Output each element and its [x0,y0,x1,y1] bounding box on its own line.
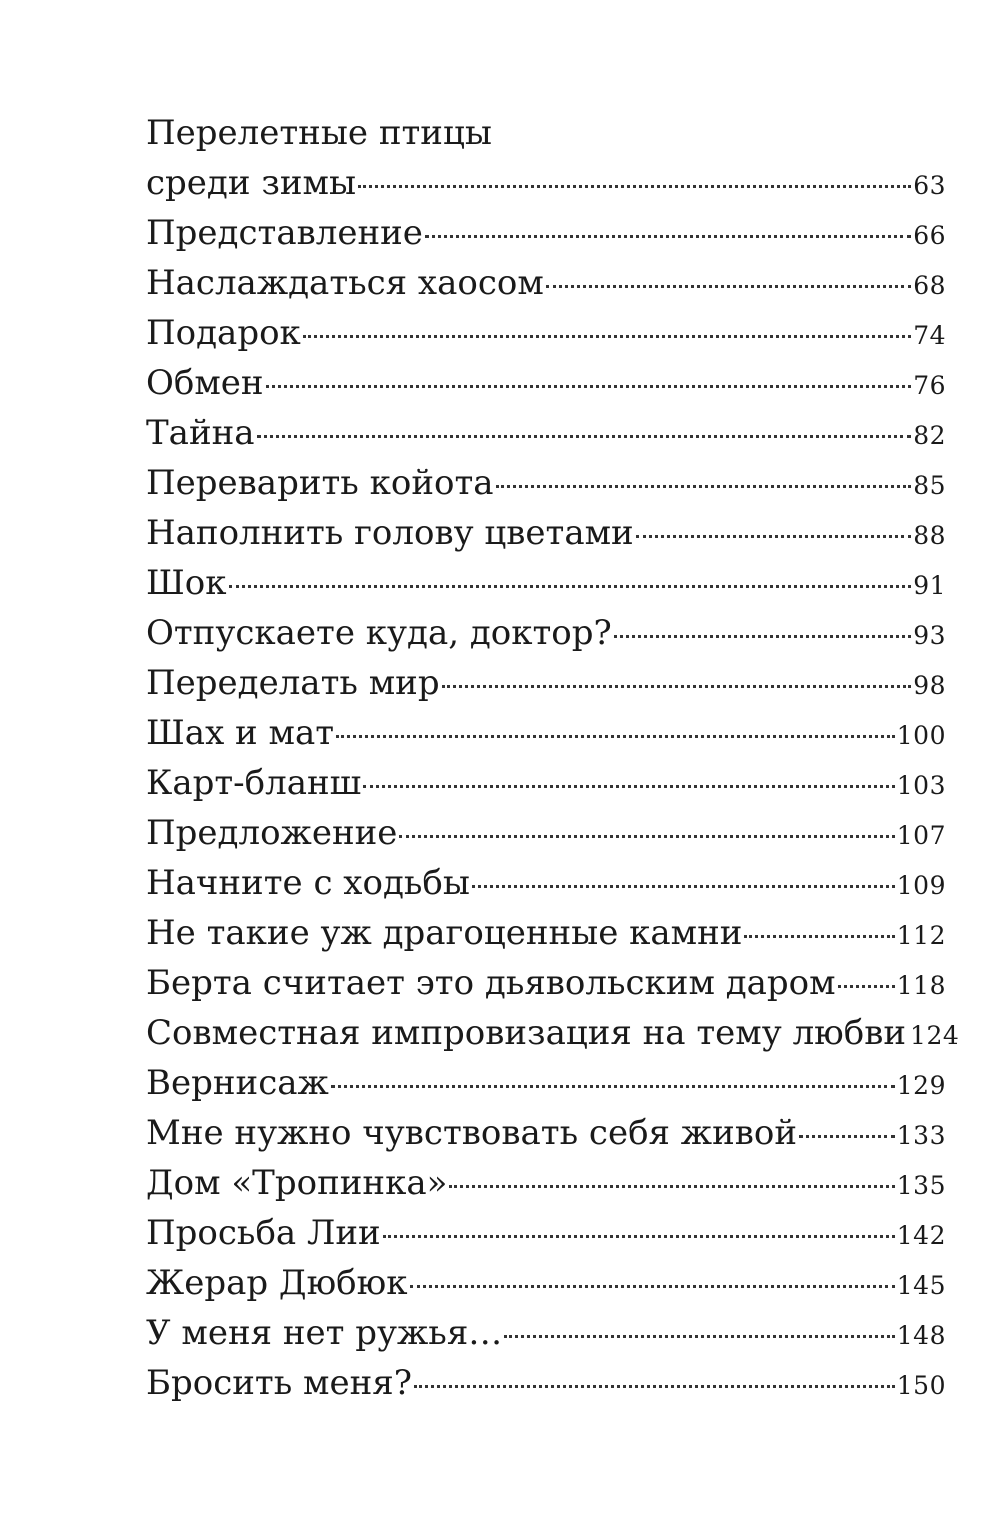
toc-entry [146,508,946,558]
dot-leader [229,585,912,588]
dot-leader [614,635,911,638]
toc-entry-title: Просьба Лии [146,1213,381,1253]
toc-entry [146,1108,946,1158]
toc-entry-title: Отпускаете куда, доктор? [146,613,612,653]
toc-entry-title: Обмен [146,363,264,403]
dot-leader [383,1235,895,1238]
toc-entry-page-number: 150 [896,1371,946,1400]
toc-entry [146,1308,946,1358]
toc-entry [146,1008,960,1058]
dot-leader [744,935,894,938]
toc-entry-page-number: 112 [896,921,946,950]
toc-entry-page-number: 135 [896,1171,946,1200]
toc-entry-title: Шах и мат [146,713,335,753]
toc-entry [146,108,946,208]
dot-leader [410,1285,895,1288]
dot-leader [636,535,911,538]
toc-entry-title: Подарок [146,313,301,353]
toc-entry-page-number: 76 [913,371,946,400]
dot-leader [331,1085,895,1088]
dot-leader [449,1185,894,1188]
toc-entry-title: Переделать мир [146,663,440,703]
toc-entry-page-number: 133 [896,1121,946,1150]
toc-entry-title: Бросить меня? [146,1363,412,1403]
toc-entry [146,708,946,758]
toc-entry [146,1258,946,1308]
toc-entry [146,858,946,908]
table-of-contents [146,108,960,1408]
toc-entry [146,958,946,1008]
toc-entry-page-number: 103 [896,771,946,800]
toc-entry-page-number: 82 [913,421,946,450]
toc-entry-title: Шок [146,563,227,603]
toc-entry-title: Берта считает это дьявольским даром [146,963,836,1003]
toc-entry-page-number: 66 [913,221,946,250]
toc-entry-page-number: 109 [896,871,946,900]
toc-entry-page-number: 74 [913,321,946,350]
toc-entry-page-number: 91 [913,571,946,600]
toc-entry [146,808,946,858]
toc-entry-title: Мне нужно чувствовать себя живой [146,1113,798,1153]
toc-entry-title: Совместная импровизация на тему любви [146,1013,907,1053]
toc-entry-page-number: 68 [913,271,946,300]
toc-entry-title: Наслаждаться хаосом [146,263,544,303]
dot-leader [442,685,912,688]
toc-entry-page-number: 142 [896,1221,946,1250]
toc-entry [146,408,946,458]
toc-entry-page-number: 63 [913,171,946,200]
toc-entry-page-number: 107 [896,821,946,850]
toc-entry [146,758,946,808]
toc-entry-page-number: 148 [896,1321,946,1350]
toc-entry-title-line1: Перелетные птицы [146,113,492,153]
toc-entry-title: У меня нет ружья… [146,1313,503,1353]
toc-entry [146,308,946,358]
toc-entry-title: Карт-бланш [146,763,362,803]
dot-leader [266,385,912,388]
toc-entry [146,1058,946,1108]
dot-leader [257,435,912,438]
toc-entry [146,1158,946,1208]
toc-entry-title: Вернисаж [146,1063,329,1103]
dot-leader [425,235,911,238]
toc-entry-title: Переварить койота [146,463,494,503]
toc-entry [146,558,946,608]
toc-entry-title: среди зимы [146,163,357,203]
toc-entry [146,358,946,408]
toc-entry-page-number: 100 [896,721,946,750]
toc-entry-page-number: 88 [913,521,946,550]
toc-entry-title: Начните с ходьбы [146,863,470,903]
toc-entry-page-number: 85 [913,471,946,500]
dot-leader [336,735,895,738]
toc-entry [146,908,946,958]
toc-entry-title: Представление [146,213,423,253]
dot-leader [472,885,895,888]
toc-entry-title: Жерар Дюбюк [146,1263,408,1303]
toc-entry-title: Тайна [146,413,255,453]
dot-leader [799,1135,895,1138]
toc-entry-page-number: 118 [896,971,946,1000]
dot-leader [399,835,894,838]
toc-entry [146,208,946,258]
toc-entry-page-number: 145 [896,1271,946,1300]
dot-leader [303,335,911,338]
toc-entry-title: Наполнить голову цветами [146,513,634,553]
toc-entry [146,658,946,708]
dot-leader [363,785,895,788]
dot-leader [838,985,895,988]
dot-leader [358,185,911,188]
toc-entry-title: Дом «Тропинка» [146,1163,448,1203]
dot-leader [546,285,911,288]
toc-entry [146,258,946,308]
dot-leader [504,1335,895,1338]
toc-entry [146,1208,946,1258]
toc-entry-page-number: 93 [913,621,946,650]
toc-entry-page-number: 98 [913,671,946,700]
toc-entry-page-number: 124 [910,1021,960,1050]
toc-entry-page-number: 129 [896,1071,946,1100]
toc-entry [146,458,946,508]
dot-leader [496,485,912,488]
toc-entry [146,608,946,658]
toc-entry [146,1358,946,1408]
toc-entry-title: Предложение [146,813,398,853]
dot-leader [414,1385,895,1388]
toc-entry-title: Не такие уж драгоценные камни [146,913,743,953]
